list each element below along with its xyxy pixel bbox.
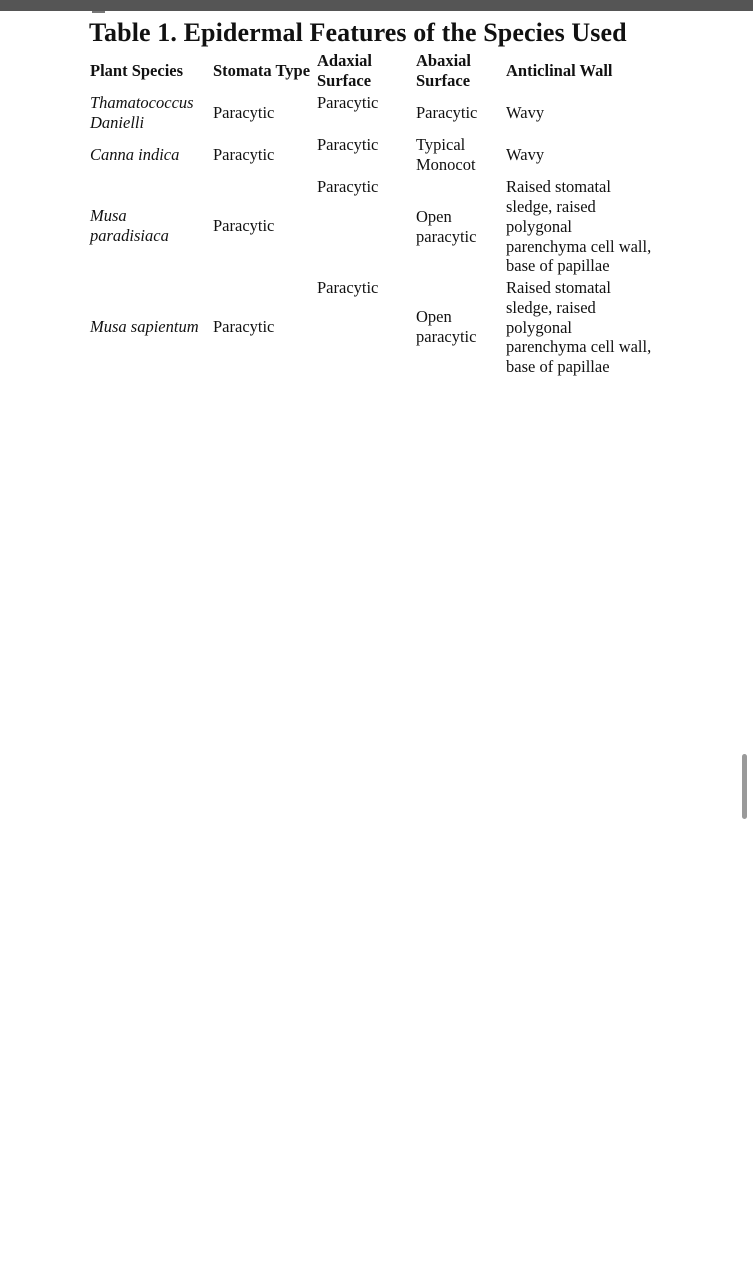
- row4-anticlinal-line2: sledge, raised: [506, 298, 596, 317]
- table-title: Table 1. Epidermal Features of the Species Used: [89, 18, 627, 47]
- row4-abaxial-line2: paracytic: [416, 327, 477, 346]
- row2-abaxial-line1: Typical: [416, 135, 466, 154]
- row1-species-line2: Danielli: [90, 113, 145, 132]
- row2-adaxial: Paracytic: [317, 135, 379, 154]
- row1-species-line1: Thamatococcus: [90, 93, 194, 112]
- top-bar: [0, 0, 753, 11]
- header-anticlinal-wall: Anticlinal Wall: [506, 61, 613, 80]
- row3-anticlinal-line1: Raised stomatal: [506, 177, 611, 196]
- row1-stomata: Paracytic: [213, 103, 275, 122]
- row3-adaxial: Paracytic: [317, 177, 379, 196]
- row3-abaxial-line1: Open: [416, 207, 452, 226]
- row4-stomata: Paracytic: [213, 317, 275, 336]
- header-abaxial-line1: Abaxial: [416, 51, 472, 70]
- scrollbar-thumb[interactable]: [742, 754, 747, 819]
- row3-anticlinal-line4: parenchyma cell wall,: [506, 237, 652, 256]
- row2-anticlinal: Wavy: [506, 145, 545, 164]
- header-adaxial-line2: Surface: [317, 71, 372, 90]
- row1-anticlinal: Wavy: [506, 103, 545, 122]
- header-stomata-type: Stomata Type: [213, 61, 311, 80]
- header-adaxial-line1: Adaxial: [317, 51, 373, 70]
- row3-species-line1: Musa: [90, 206, 127, 225]
- row3-anticlinal-line3: polygonal: [506, 217, 572, 236]
- row4-anticlinal-line1: Raised stomatal: [506, 278, 611, 297]
- row3-anticlinal-line5: base of papillae: [506, 256, 610, 275]
- header-plant-species: Plant Species: [90, 61, 184, 80]
- row4-anticlinal-line3: polygonal: [506, 318, 572, 337]
- row4-anticlinal-line4: parenchyma cell wall,: [506, 337, 652, 356]
- row2-species: Canna indica: [90, 145, 180, 164]
- row2-abaxial-line2: Monocot: [416, 155, 476, 174]
- row1-adaxial: Paracytic: [317, 93, 379, 112]
- row3-stomata: Paracytic: [213, 216, 275, 235]
- row3-anticlinal-line2: sledge, raised: [506, 197, 596, 216]
- row1-abaxial: Paracytic: [416, 103, 478, 122]
- row3-species-line2: paradisiaca: [90, 226, 169, 245]
- header-abaxial-line2: Surface: [416, 71, 471, 90]
- top-mark: [92, 11, 105, 13]
- row3-abaxial-line2: paracytic: [416, 227, 477, 246]
- row4-species: Musa sapientum: [90, 317, 199, 336]
- row4-abaxial-line1: Open: [416, 307, 452, 326]
- row4-anticlinal-line5: base of papillae: [506, 357, 610, 376]
- row4-adaxial: Paracytic: [317, 278, 379, 297]
- row2-stomata: Paracytic: [213, 145, 275, 164]
